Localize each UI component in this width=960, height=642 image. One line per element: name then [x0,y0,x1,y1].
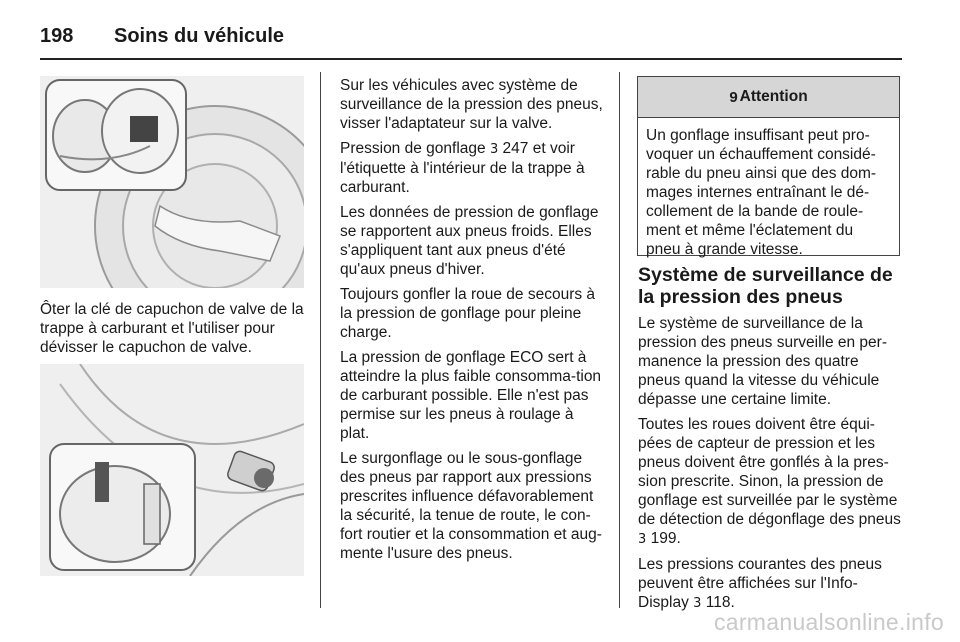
paragraph-inflation-pressure-rest: 247 et voir l'étiquette à l'intérieur de la trappe à carburant. [340,140,585,196]
page-reference-icon: 3 [693,596,702,611]
paragraph-cold-tyres: Les données de pression de gonflage se rapportent aux pneus froids. Elles s'appliquent tant aux pneus d'été qu'aux pneus d'hiver. [340,204,599,278]
paragraph-sensors-text: Toutes les roues doivent être équi-pées de capteur de pression et les pneus doivent être gonflés à la pres-sion prescrite. Sinon, la pression de gonflage est surveillée par le système de détection de dégonflage des pneus [638,416,901,528]
illustration-valve-adapter-drawing [40,364,304,576]
watermark: carmanualsonline.info [713,609,944,635]
warning-header [638,77,899,118]
illustration-valve-key [40,76,304,288]
section-title: Système de surveillance de la pression des pneus [638,264,893,308]
paragraph-inflation-pressure [340,139,604,197]
paragraph-spare-wheel: Toujours gonfler la roue de secours à la pression de gonflage pour pleine charge. [340,286,596,341]
illustration-valve-adapter [40,364,304,576]
warning-text: Un gonflage insuffisant peut pro-voquer un échauffement considé-rable du pneu ainsi que des dom-mages internes entraînant le dé-collement de la bande de roule-ment et même l'éclatement du pneu à grande vitesse. [646,127,877,258]
paragraph-monitoring: Le système de surveillance de la pression des pneus surveille en per-manence la pression des quatre pneus quand la vitesse du véhicule dépasse une certaine limite. [638,315,887,408]
header-rule [40,58,902,60]
paragraph-eco-pressure: La pression de gonflage ECO sert à atteindre la plus faible consomma-tion de carburant possible. Elle n'est pas permise sur les pneus à roulage à plat. [340,349,602,442]
page-reference-icon: 3 [489,142,499,157]
column-divider-left [320,72,321,608]
warning-title: Attention [739,88,808,105]
paragraph-sensors-ref: 199. [650,530,681,547]
figure-caption: Ôter la clé de capuchon de valve de la trappe à carburant et l'utiliser pour dévisser le capuchon de valve. [40,301,304,356]
page-reference-icon: 3 [638,532,647,547]
paragraph-info-display-text: Les pressions courantes des pneus peuvent être affichées sur l'Info-Display [638,556,882,611]
page-header [40,16,284,56]
column-right [638,264,902,619]
paragraph-inflation-pressure-text: Pression de gonflage [340,140,486,157]
paragraph-info-display [638,555,902,613]
paragraph-over-under-inflation: Le surgonflage ou le sous-gonflage des pneus par rapport aux pressions prescrites influence défavorablement la sécurité, la tenue de route, le con-fort routier et la consommation et aug-mente l'usure des pneus. [340,450,602,562]
column-divider-right [619,72,620,608]
illustration-valve-key-drawing [40,76,304,288]
warning-box [637,76,900,256]
page-number: 198 [40,24,74,47]
column-left [40,300,304,363]
warning-triangle-icon: 9 [729,88,738,106]
column-middle [340,76,604,569]
paragraph-adapter: Sur les véhicules avec système de surveillance de la pression des pneus, visser l'adaptateur sur la valve. [340,77,603,132]
paragraph-info-display-ref: 118. [705,594,735,611]
paragraph-sensors [638,415,902,549]
page-title: Soins du véhicule [114,24,285,47]
